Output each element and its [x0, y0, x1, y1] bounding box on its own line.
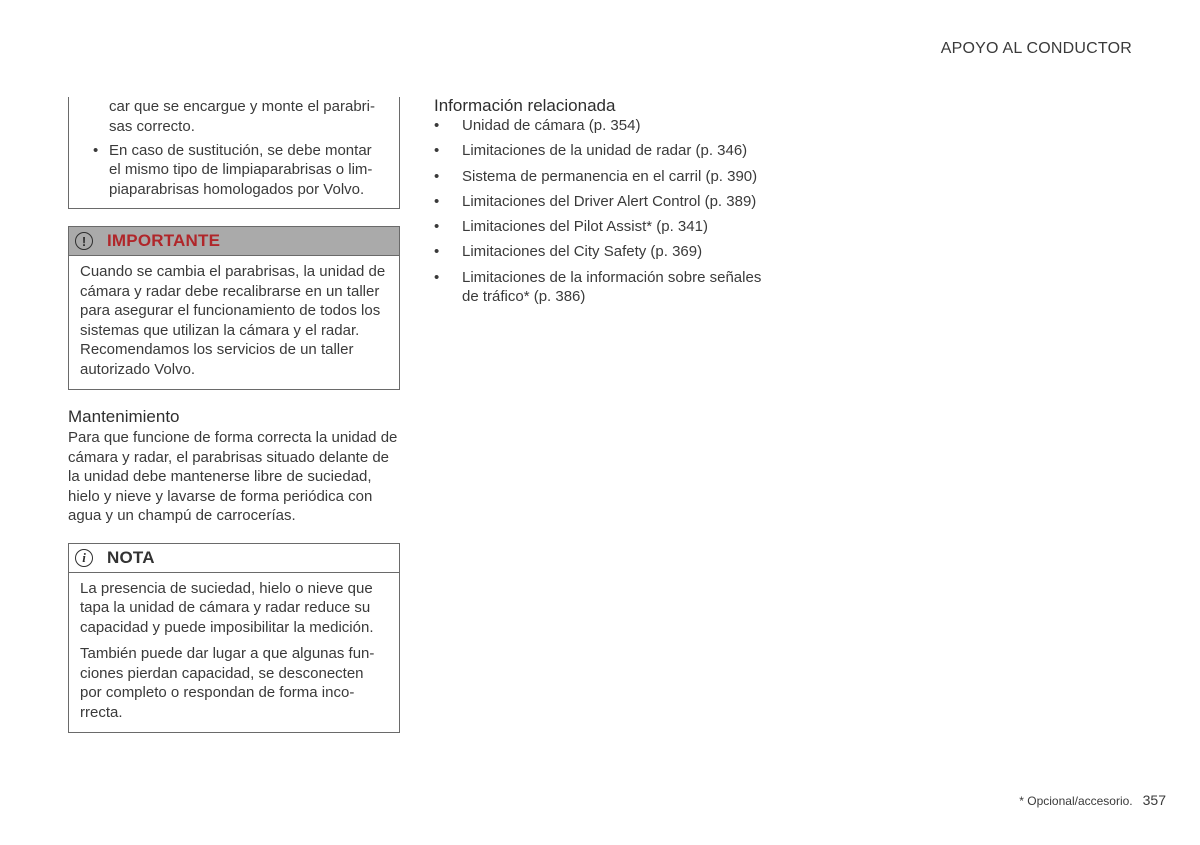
important-header [69, 227, 399, 256]
page-number: 357 [1142, 792, 1166, 808]
bullet-icon: • [93, 141, 99, 159]
note-header [69, 544, 399, 573]
related-link-text[interactable]: Sistema de permanencia en el carril (p. 390) [462, 167, 758, 185]
bullet-icon: • [434, 167, 440, 185]
bullet-icon: • [434, 192, 440, 210]
related-link-item[interactable] [434, 268, 774, 307]
list-item-text: En caso de sustitución, se debe montar el mismo tipo de limpiaparabrisas o lim- piaparabrisas homologados por Volvo. [109, 141, 373, 198]
important-box [68, 226, 400, 390]
bullet-icon: • [434, 243, 440, 261]
page-header-title: APOYO AL CONDUCTOR [940, 40, 1132, 57]
continued-bullet-box [68, 97, 400, 209]
important-body [69, 256, 399, 389]
list-item [81, 97, 387, 136]
related-list [434, 116, 774, 307]
related-link-text[interactable]: Limitaciones del Pilot Assist* (p. 341) [462, 218, 708, 236]
important-label: IMPORTANTE [107, 231, 221, 250]
related-link-text[interactable]: Limitaciones de la información sobre señales de tráfico* (p. 386) [462, 268, 762, 306]
note-paragraph: La presencia de suciedad, hielo o nieve que tapa la unidad de cámara y radar reduce su capacidad y puede imposibilitar la medición. [80, 579, 374, 636]
info-icon: i [75, 549, 93, 567]
note-box [68, 543, 400, 734]
related-link-text[interactable]: Unidad de cámara (p. 354) [462, 117, 641, 134]
related-link-text[interactable]: Limitaciones de la unidad de radar (p. 346) [462, 142, 748, 160]
bullet-icon: • [434, 218, 440, 236]
important-text: Cuando se cambia el parabrisas, la unidad de cámara y radar debe recalibrarse en un taller para asegurar el funcionamiento de todos los sistemas que utilizan la cámara y el radar. Recomendamos los servicios de un taller autorizado Volvo. [80, 263, 386, 378]
footnote: * Opcional/accesorio. [1019, 794, 1133, 808]
maintenance-heading: Mantenimiento [68, 407, 180, 426]
exclamation-icon: ! [75, 232, 93, 250]
bullet-icon: • [434, 268, 440, 286]
list-item [81, 141, 387, 200]
related-heading: Información relacionada [434, 96, 616, 115]
related-link-item[interactable] [434, 242, 774, 262]
related-link-item[interactable] [434, 116, 774, 136]
related-link-item[interactable] [434, 167, 774, 187]
note-label: NOTA [107, 547, 155, 567]
maintenance-text: Para que funcione de forma correcta la unidad de cámara y radar, el parabrisas situado delante de la unidad debe mantenerse libre de suciedad, hielo y nieve y lavarse de forma periódica con agua y un champú de carrocerías. [68, 429, 398, 524]
list-item-text: car que se encargue y monte el parabri- sas correcto. [109, 98, 375, 135]
left-column [68, 97, 400, 733]
note-paragraph: También puede dar lugar a que algunas fun- ciones pierdan capacidad, se desconecten por completo o respondan de forma inco- rrecta. [80, 645, 375, 721]
related-link-text[interactable]: Limitaciones del Driver Alert Control (p. 389) [462, 192, 757, 210]
note-body [69, 573, 399, 733]
bullet-icon: • [434, 117, 440, 134]
related-link-item[interactable] [434, 217, 774, 237]
related-link-item[interactable] [434, 192, 774, 212]
related-link-item[interactable] [434, 141, 774, 161]
related-link-text[interactable]: Limitaciones del City Safety (p. 369) [462, 243, 703, 261]
bullet-icon: • [434, 142, 440, 160]
page-footer [1019, 792, 1166, 808]
right-column [434, 95, 774, 313]
